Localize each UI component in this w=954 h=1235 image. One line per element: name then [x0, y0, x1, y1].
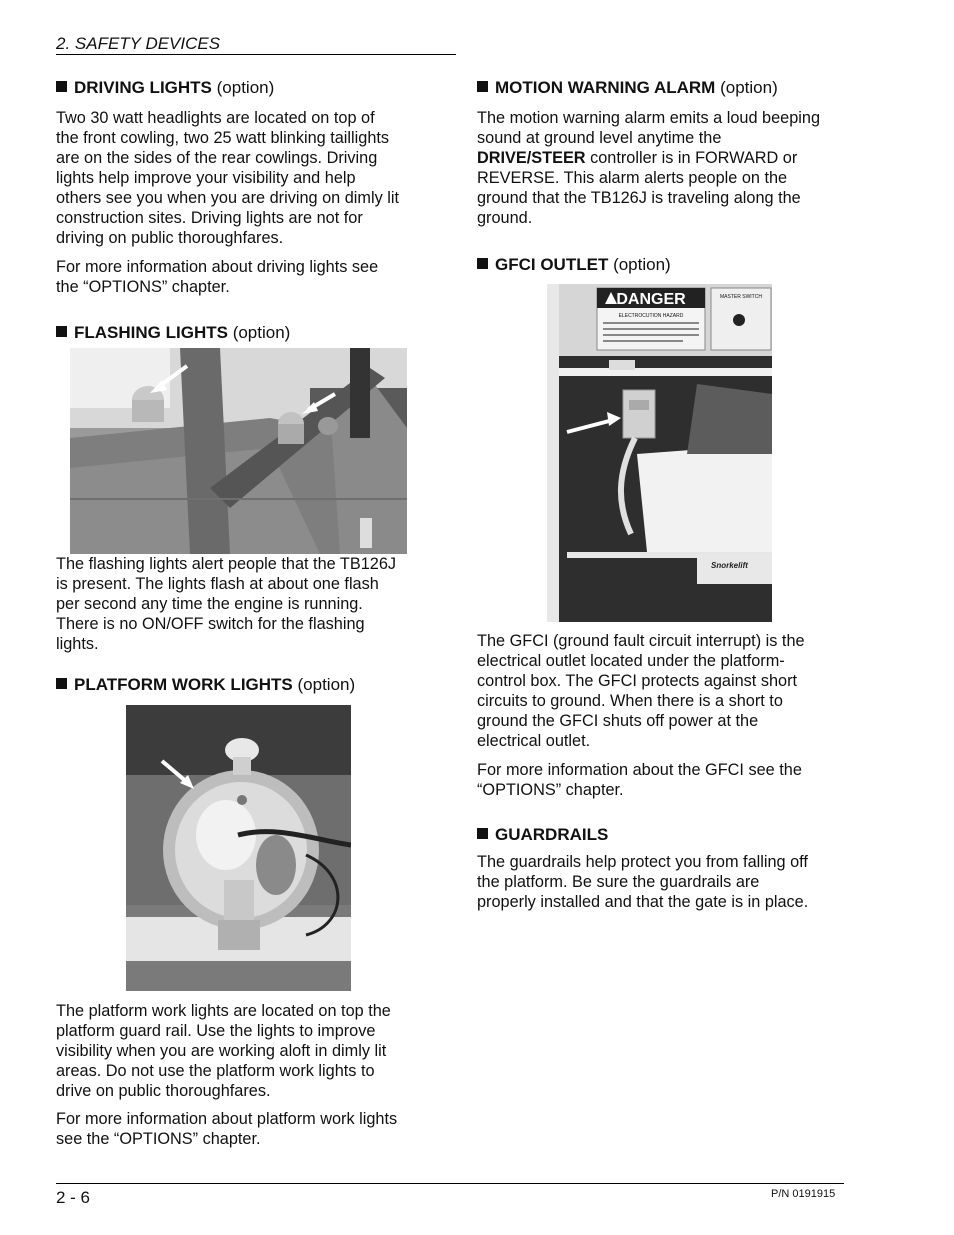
square-bullet-icon	[477, 828, 488, 839]
heading-guardrails: GUARDRAILS	[477, 825, 608, 845]
heading-platform-work-lights: PLATFORM WORK LIGHTS (option)	[56, 675, 355, 695]
page-number: 2 - 6	[56, 1188, 91, 1207]
heading-driving-lights: DRIVING LIGHTS (option)	[56, 78, 274, 98]
section-header: 2. SAFETY DEVICES	[56, 35, 456, 55]
gfci-outlet-more-info: For more information about the GFCI see the “OPTIONS” chapter.	[477, 761, 802, 799]
guardrails-paragraph: The guardrails help protect you from falling off the platform. Be sure the guardrails are properly installed and that the gate is in place.	[477, 853, 809, 911]
square-bullet-icon	[56, 81, 67, 92]
square-bullet-icon	[56, 326, 67, 337]
driving-lights-paragraph: Two 30 watt headlights are located on top of the front cowling, two 25 watt blinking taillights are on the sides of the rear cowlings. Driving lights help improve your visibility and help others see you when you are driving on dimly lit construction sites. Driving lights are not for driving on public thoroughfares.	[56, 109, 399, 247]
motion-warning-alarm-paragraph: The motion warning alarm emits a loud beeping sound at ground level anytime the DRIVE/STEER controller is in FORWARD or REVERSE. This alarm alerts people on the ground that the TB126J is traveling along the ground.	[477, 109, 820, 227]
gfci-outlet-paragraph: The GFCI (ground fault circuit interrupt) is the electrical outlet located under the platform- control box. The GFCI protects against short circuits to ground. When there is a short to ground the GFCI shuts off power at the electrical outlet.	[477, 632, 805, 750]
heading-motion-warning-alarm: MOTION WARNING ALARM (option)	[477, 78, 778, 98]
square-bullet-icon	[477, 258, 488, 269]
danger-sign-subtitle: ELECTROCUTION HAZARD	[618, 313, 684, 319]
flashing-lights-paragraph: The flashing lights alert people that the TB126J is present. The lights flash at about one flash per second any time the engine is running. There is no ON/OFF switch for the flashing lights.	[56, 555, 397, 653]
driving-lights-more-info: For more information about driving lights see the “OPTIONS” chapter.	[56, 258, 379, 296]
gfci-outlet-photo	[547, 284, 772, 622]
danger-sign-label: DANGER	[616, 291, 686, 308]
footer-divider	[56, 1183, 844, 1184]
square-bullet-icon	[477, 81, 488, 92]
master-switch-label: MASTER SWITCH	[720, 294, 762, 300]
snorkelift-brand-label: Snorkelift	[711, 561, 748, 570]
platform-work-lights-photo	[126, 705, 351, 991]
platform-work-lights-paragraph: The platform work lights are located on top the platform guard rail. Use the lights to improve visibility when you are working aloft in dimly lit areas. Do not use the platform work lights to drive on public thoroughfares.	[56, 1002, 391, 1100]
heading-gfci-outlet: GFCI OUTLET (option)	[477, 255, 671, 275]
flashing-lights-photo	[70, 348, 407, 554]
heading-flashing-lights: FLASHING LIGHTS (option)	[56, 323, 290, 343]
part-number: P/N 0191915	[771, 1188, 836, 1200]
platform-work-lights-more-info: For more information about platform work lights see the “OPTIONS” chapter.	[56, 1110, 398, 1148]
square-bullet-icon	[56, 678, 67, 689]
